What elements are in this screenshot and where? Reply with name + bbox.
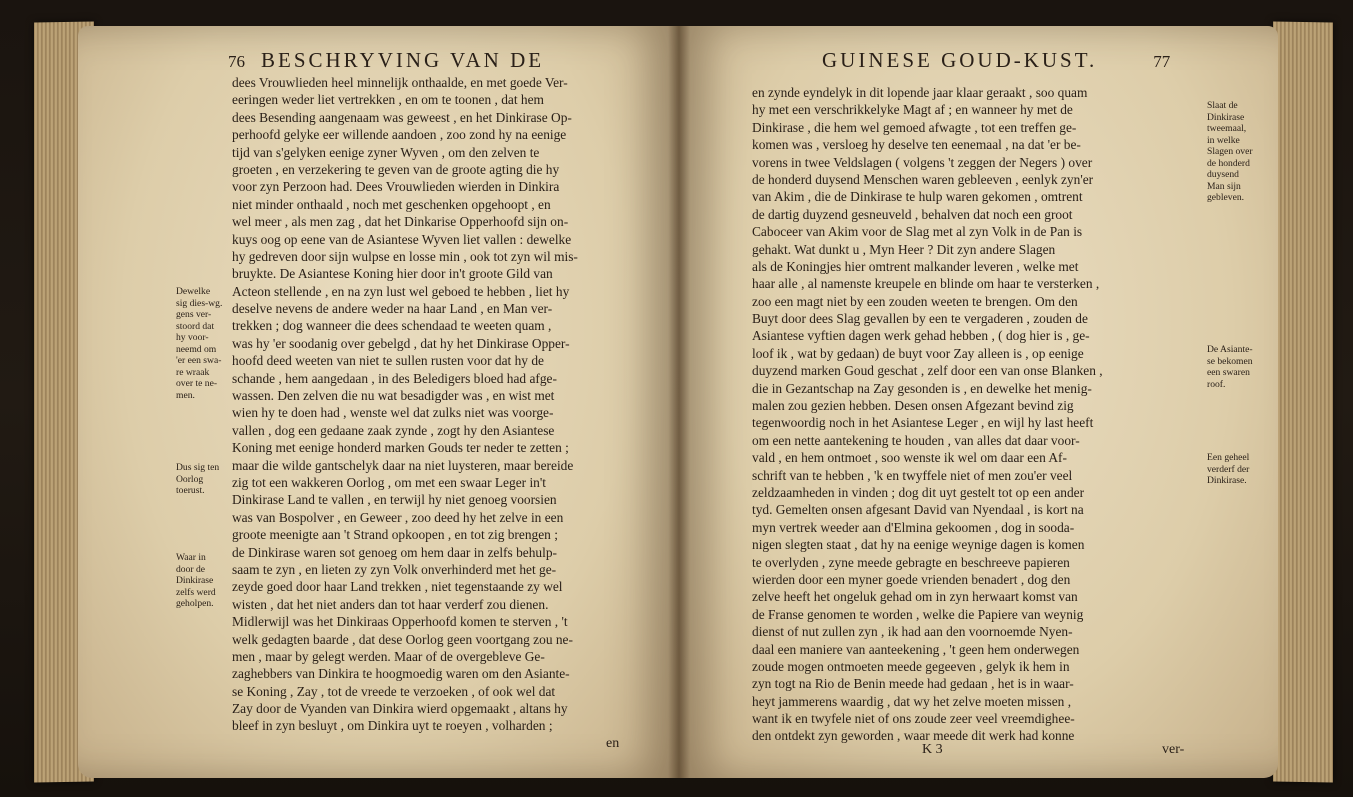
- marginal-note-line: over te ne-: [176, 378, 218, 389]
- text-line: Acteon stellende , en na zyn lust wel geboed te hebben , liet hy: [232, 283, 570, 299]
- text-line: voor zyn Perzoon had. Dees Vrouwlieden wierden in Dinkira: [232, 179, 560, 195]
- text-line: dees Vrouwlieden heel minnelijk onthaalde, en met goede Ver-: [232, 75, 568, 90]
- text-line: duyzend marken Goud geschat , zelf door een van onse Blanken ,: [752, 363, 1103, 379]
- marginal-note-line: Slaat de: [1207, 100, 1238, 111]
- left-marginal-note: [176, 462, 219, 497]
- text-line: groote meenigte aan 't Strand opkoopen , en tot zig brengen ;: [232, 527, 558, 543]
- text-line: wel meer , als men zag , dat het Dinkarise Opperhoofd sijn on-: [232, 214, 569, 230]
- text-line: zelve heeft het ongeluk gehad om in zyn herwaart komst van: [752, 589, 1078, 605]
- marginal-note-line: sig dies-wg.: [176, 297, 223, 309]
- marginal-note-line: men.: [176, 389, 195, 401]
- text-line: te overlyden , zyne meede gebragte en beschreeve papieren: [752, 554, 1070, 570]
- left-body-text: [232, 74, 652, 735]
- text-line: bruykte. De Asiantese Koning hier door in't groote Gild van: [232, 266, 553, 282]
- text-line: Asiantese vyftien dagen werk gehad hebben , ( dog hier is , ge-: [752, 328, 1090, 344]
- marginal-note-line: een swaren: [1207, 367, 1250, 378]
- text-line: men , maar by gelegt werden. Maar of de overgebleve Ge-: [232, 648, 545, 664]
- text-line: tijd van s'gelyken eenige zyner Wyven , om den zelven te: [232, 144, 540, 160]
- text-line: malen zou gezien hebben. Desen onsen Afgezant bevind zig: [752, 398, 1074, 414]
- marginal-note-line: Man sijn: [1207, 180, 1241, 192]
- text-line: tyd. Gemelten onsen afgesant David van Nyendaal , is kort na: [752, 502, 1084, 518]
- marginal-note-line: verderf der: [1207, 463, 1250, 475]
- text-line: als de Koningjes hier omtrent malkander leveren , welke met: [752, 258, 1079, 274]
- right-catchword: ver-: [1162, 742, 1185, 757]
- marginal-note-line: door de: [176, 563, 206, 575]
- marginal-note-line: De Asiante-: [1207, 344, 1253, 355]
- text-line: haar alle , al namenste kreupele en blinde om haar te versterken ,: [752, 276, 1100, 292]
- text-line: hoofd deed weeten van niet te sullen rusten voor dat hy de: [232, 353, 544, 369]
- left-running-head: [228, 48, 544, 73]
- text-line: was hy 'er soodanig over gebelgd , dat hy het Dinkirase Opper-: [232, 335, 570, 351]
- text-line: die in Gezantschap na Zay gesonden is , en dewelke het menig-: [752, 380, 1092, 396]
- marginal-note-line: gebleven.: [1207, 192, 1245, 203]
- marginal-note-line: duysend: [1207, 169, 1239, 180]
- marginal-note-line: Oorlog: [176, 473, 204, 485]
- text-line: Dinkirase Land te vallen , en terwijl hy niet genoeg voorsien: [232, 492, 557, 508]
- book-gutter: [668, 26, 690, 778]
- text-line: om een nette aantekening te houden , van alles dat daar voor-: [752, 432, 1080, 448]
- text-line: dees Besending aangenaam was geweest , en het Dinkirase Op-: [232, 109, 572, 125]
- text-line: van Akim , die de Dinkirase te hulp waren gekomen , omtrent: [752, 189, 1083, 205]
- text-line: eeringen weder liet vertrekken , en om te toonen , dat hem: [232, 92, 544, 108]
- text-line: de Dinkirase waren sot genoeg om hem daar in zelfs behulp-: [232, 544, 557, 560]
- marginal-note-line: gens ver-: [176, 309, 212, 320]
- text-line: dienst of nut zullen zyn , ik had aan den voornoemde Nyen-: [752, 624, 1073, 640]
- text-line: loof ik , wat by gedaan) de buyt voor Zay alleen is , op eenige: [752, 345, 1084, 361]
- text-line: deselve nevens de andere weder na haar Land , en Man ver-: [232, 301, 553, 317]
- marginal-note-line: Dinkirase: [176, 575, 214, 586]
- text-line: zyn togt na Rio de Benin meede had gedaan , het is in waar-: [752, 676, 1074, 692]
- right-body-text: [752, 84, 1202, 745]
- text-line: wassen. Den zelven die nu wat besadigder was , en wist met: [232, 388, 555, 404]
- marginal-note-line: roof.: [1207, 378, 1226, 390]
- right-page-edges: [1273, 21, 1333, 782]
- text-line: Koning met eenige honderd marken Gouds ter neder te zetten ;: [232, 440, 569, 456]
- text-line: vorens in twee Veldslagen ( volgens 't zeggen der Negers ) over: [752, 154, 1093, 170]
- text-line: saam te zyn , en lieten zy zyn Volk onverhinderd met het ge-: [232, 561, 557, 577]
- marginal-note-line: re wraak: [176, 366, 210, 378]
- left-marginal-note: [176, 286, 222, 401]
- text-line: gehakt. Wat dunkt u , Myn Heer ? Dit zyn andere Slagen: [752, 241, 1056, 257]
- marginal-note-line: hy voor-: [176, 332, 209, 343]
- right-signature: K 3: [922, 742, 943, 757]
- right-running-head: [822, 48, 1170, 73]
- text-line: se Koning , Zay , tot de vreede te verzoeken , of ook wel dat: [232, 683, 556, 699]
- left-page-number: 76: [228, 52, 245, 71]
- text-line: Midlerwijl was het Dinkiraas Opperhoofd komen te sterven , 't: [232, 614, 568, 630]
- text-line: den ontdekt zyn geworden , waar meede dit werk had konne: [752, 728, 1075, 744]
- text-line: zeldzaamheden in vinden ; dog dit uyt gestelt tot op een ander: [752, 484, 1085, 500]
- marginal-note-line: neemd om: [176, 343, 217, 355]
- marginal-note-line: in welke: [1207, 134, 1240, 146]
- text-line: wisten , dat het niet anders dan tot haar verderf zou dienen.: [232, 596, 549, 612]
- marginal-note-line: tweemaal,: [1207, 123, 1247, 134]
- marginal-note-line: Dus sig ten: [176, 462, 220, 473]
- text-line: en zynde eyndelyk in dit lopende jaar klaar geraakt , soo quam: [752, 85, 1088, 100]
- text-line: nigen slegten staat , dat hy na eenige weynige dagen is komen: [752, 537, 1085, 553]
- text-line: tegenwoordig noch in het Asiantese Leger , en wijl hy last heeft: [752, 415, 1094, 431]
- text-line: myn vertrek weeder aan d'Elmina gekoomen , dog in sooda-: [752, 519, 1075, 535]
- text-line: de dartig duyzend gesneuveld , behalven dat noch een groot: [752, 206, 1073, 222]
- text-line: want ik en twyfele niet of ons zoude zeer veel vreemdighee-: [752, 711, 1075, 727]
- right-marginal-note: [1207, 452, 1249, 487]
- left-header-title: BESCHRYVING VAN DE: [261, 48, 545, 72]
- text-line: heyt jammerens waardig , dat wy het zelve moeten missen ,: [752, 693, 1072, 709]
- text-line: hy gedreven door sijn wulpse en losse min , ook tot zyn wil mis-: [232, 248, 578, 264]
- marginal-note-line: 'er een swa-: [176, 355, 222, 366]
- text-line: zoude mogen ontmoeten meede gegeeven , gelyk ik hem in: [752, 658, 1070, 674]
- text-line: de honderd duysend Menschen waren gebleeven , eenlyk zyn'er: [752, 171, 1094, 187]
- right-header-title: GUINESE GOUD-KUST.: [822, 48, 1098, 72]
- text-line: wien hy te doen had , wenste wel dat zulks niet was voorge-: [232, 405, 554, 421]
- marginal-note-line: stoord dat: [176, 320, 215, 332]
- text-line: komen was , versloeg hy deselve ten eenemaal , na dat 'er be-: [752, 137, 1081, 153]
- text-line: vald , en hem ontmoet , soo wenste ik wel om daar een Af-: [752, 450, 1067, 466]
- text-line: Zay door de Vyanden van Dinkira wierd opgemaakt , altans hy: [232, 701, 568, 717]
- right-marginal-note: [1207, 100, 1253, 204]
- text-line: daal een maniere van aanteekening , 't geen hem onderwegen: [752, 641, 1080, 657]
- text-line: welk gedagten baarde , dat dese Oorlog geen voortgang zou ne-: [232, 631, 573, 647]
- right-page-number: 77: [1153, 52, 1171, 71]
- text-line: vallen , dog een gedaane zaak zynde , zogt hy den Asiantese: [232, 422, 555, 438]
- text-line: wierden door een myner goede vrienden benadert , dog den: [752, 571, 1071, 587]
- text-line: Caboceer van Akim voor de Slag met al zyn Volk in de Pan is: [752, 224, 1083, 240]
- text-line: trekken ; dog wanneer die dees schendaad te weeten quam ,: [232, 318, 552, 334]
- text-line: zoo een magt niet by een zouden weeten te brengen. Om den: [752, 293, 1078, 309]
- text-line: niet minder onthaald , noch met geschenken opgehoopt , en: [232, 196, 551, 212]
- left-catchword: en: [606, 736, 620, 751]
- marginal-note-line: geholpen.: [176, 598, 214, 609]
- text-line: bleef in zyn besluyt , om Dinkira uyt te roeyen , volharden ;: [232, 718, 553, 734]
- text-line: Buyt door dees Slag gevallen by een te vergaderen , zouden de: [752, 311, 1088, 327]
- text-line: maar die wilde gantschelyk daar na niet luysteren, maar bereide: [232, 457, 574, 473]
- marginal-note-line: Dinkirase: [1207, 111, 1245, 123]
- text-line: zig tot een wakkeren Oorlog , om met een swaar Leger in't: [232, 474, 546, 490]
- text-line: schande , hem aangedaan , in des Beledigers bloed had afge-: [232, 370, 557, 386]
- marginal-note-line: zelfs werd: [176, 586, 216, 598]
- marginal-note-line: se bekomen: [1207, 355, 1253, 367]
- text-line: was van Bospolver , en Geweer , zoo deed hy het zelve in een: [232, 509, 564, 525]
- text-line: perhoofd gelyke eer willende aandoen , zoo zond hy na eenige: [232, 127, 567, 143]
- text-line: schrift van te hebben , 'k en twyffele niet of men zou'er veel: [752, 467, 1073, 483]
- left-marginal-note: [176, 552, 216, 610]
- text-line: kuys oog op eene van de Asiantese Wyven liet vallen : dewelke: [232, 231, 572, 247]
- text-line: de Franse genomen te worden , welke die Papiere van weynig: [752, 606, 1084, 622]
- marginal-note-line: de honderd: [1207, 157, 1250, 169]
- marginal-note-line: Dinkirase.: [1207, 475, 1247, 486]
- text-line: zeyde goed door haar Land trekken , niet tegenstaande zy wel: [232, 579, 563, 595]
- text-line: hy met een verschrikkelyke Magt af ; en wanneer hy met de: [752, 102, 1073, 118]
- text-line: Dinkirase , die hem wel gemoed afwagte , tot een treffen ge-: [752, 119, 1077, 135]
- text-line: zaghebbers van Dinkira te hoogmoedig waren om den Asiante-: [232, 666, 570, 682]
- marginal-note-line: toerust.: [176, 485, 205, 496]
- marginal-note-line: Slagen over: [1207, 146, 1253, 157]
- marginal-note-line: Dewelke: [176, 286, 211, 297]
- text-line: groeten , en verzekering te geven van de groote agting die hy: [232, 161, 560, 177]
- right-marginal-note: [1207, 344, 1253, 390]
- marginal-note-line: Een geheel: [1207, 452, 1250, 463]
- marginal-note-line: Waar in: [176, 552, 206, 563]
